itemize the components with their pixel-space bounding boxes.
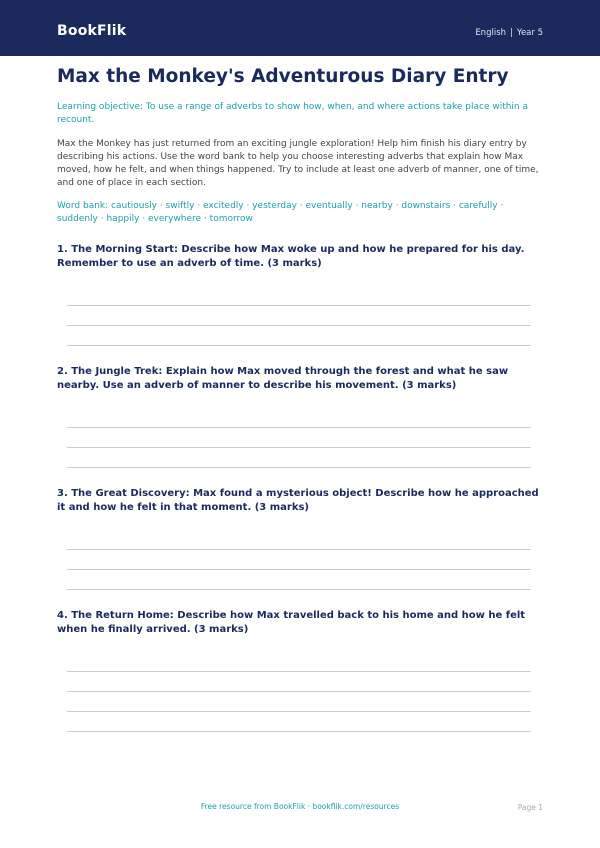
answer-line[interactable] [67,549,531,550]
answer-line[interactable] [67,691,531,692]
answer-line[interactable] [67,325,531,326]
page-header [0,0,600,56]
subject-year-label [475,28,543,38]
answer-line[interactable] [67,467,531,468]
year-label: Year 5 [516,28,543,38]
subject-label: English [475,28,507,38]
question-2: 2. The Jungle Trek: Explain how Max moved through the forest and what he saw nearby. Use an adverb of manner to describe his movement. (3 marks) [57,366,509,391]
word-bank: Word bank: cautiously · swiftly · excitedly · yesterday · eventually · nearby · downstairs · carefully · suddenly · happily · everywhere · tomorrow [57,201,504,224]
answer-line[interactable] [67,731,531,732]
intro-paragraph: Max the Monkey has just returned from an exciting jungle exploration! Help him finish his diary entry by describing his actions. Use the word bank to help you choose interesting adverbs that explain how Max moved, how he felt, and when things happened. Try to include at least one adverb of manner, one of time, and one of place in each section. [57,139,539,188]
question-3: 3. The Great Discovery: Max found a mysterious object! Describe how he approached it and how he felt in that moment. (3 marks) [57,488,539,513]
separator: | [510,28,513,38]
page-number: Page 1 [517,803,543,812]
brand-logo-text: BookFlik [57,23,127,39]
learning-objective: Learning objective: To use a range of adverbs to show how, when, and where actions take place within a recount. [57,102,529,125]
answer-line[interactable] [67,589,531,590]
question-4: 4. The Return Home: Describe how Max travelled back to his home and how he felt when he finally arrived. (3 marks) [57,610,526,635]
answer-line[interactable] [67,569,531,570]
answer-line[interactable] [67,345,531,346]
question-1: 1. The Morning Start: Describe how Max woke up and how he prepared for his day. Remember to use an adverb of time. (3 marks) [57,244,525,269]
answer-line[interactable] [67,427,531,428]
answer-line[interactable] [67,671,531,672]
answer-line[interactable] [67,711,531,712]
answer-line[interactable] [67,447,531,448]
answer-line[interactable] [67,305,531,306]
footer-link-text: Free resource from BookFlik · bookflik.com/resources [200,802,400,811]
worksheet-title: Max the Monkey's Adventurous Diary Entry [57,66,509,87]
